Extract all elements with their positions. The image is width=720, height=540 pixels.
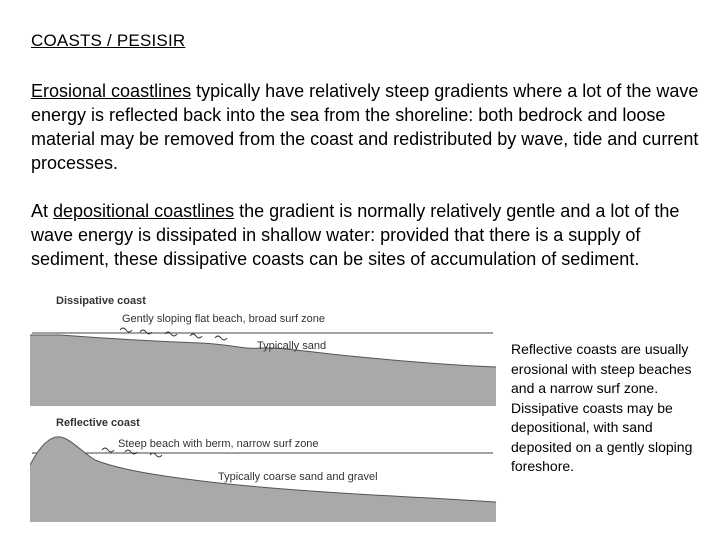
erosional-paragraph <box>31 79 701 175</box>
coast-profile-diagram <box>30 290 500 522</box>
reflective-beach-label: Steep beach with berm, narrow surf zone <box>118 438 319 450</box>
page-title: COASTS / PESISIR <box>31 31 186 50</box>
dissipative-heading: Dissipative coast <box>56 295 146 307</box>
erosional-term: Erosional coastlines <box>31 81 192 101</box>
depositional-term: depositional coastlines <box>53 201 235 221</box>
erosional-text: typically have relatively steep gradients where a lot of the wave energy is reflected back into the sea from the shoreline: both bedrock and loose material may be removed from the coast and redistributed by wave, tide and current processes. <box>31 81 699 173</box>
dissipative-sediment-label: Typically sand <box>257 340 327 352</box>
figure-caption: Reflective coasts are usually erosional with steep beaches and a narrow surf zone. Dissipative coasts may be depositional, with sand deposited on a gently sloping foreshore. <box>511 341 693 474</box>
depositional-text: the gradient is normally relatively gentle and a lot of the wave energy is dissipated in shallow water: provided that there is a supply of sediment, these dissipative coasts can be sites of accumulation of sediment. <box>31 201 680 269</box>
reflective-heading: Reflective coast <box>56 417 140 429</box>
reflective-sediment-label: Typically coarse sand and gravel <box>218 471 378 483</box>
dissipative-beach-label: Gently sloping flat beach, broad surf zone <box>122 313 326 325</box>
depositional-lead: At <box>31 201 54 221</box>
depositional-paragraph <box>31 199 701 271</box>
